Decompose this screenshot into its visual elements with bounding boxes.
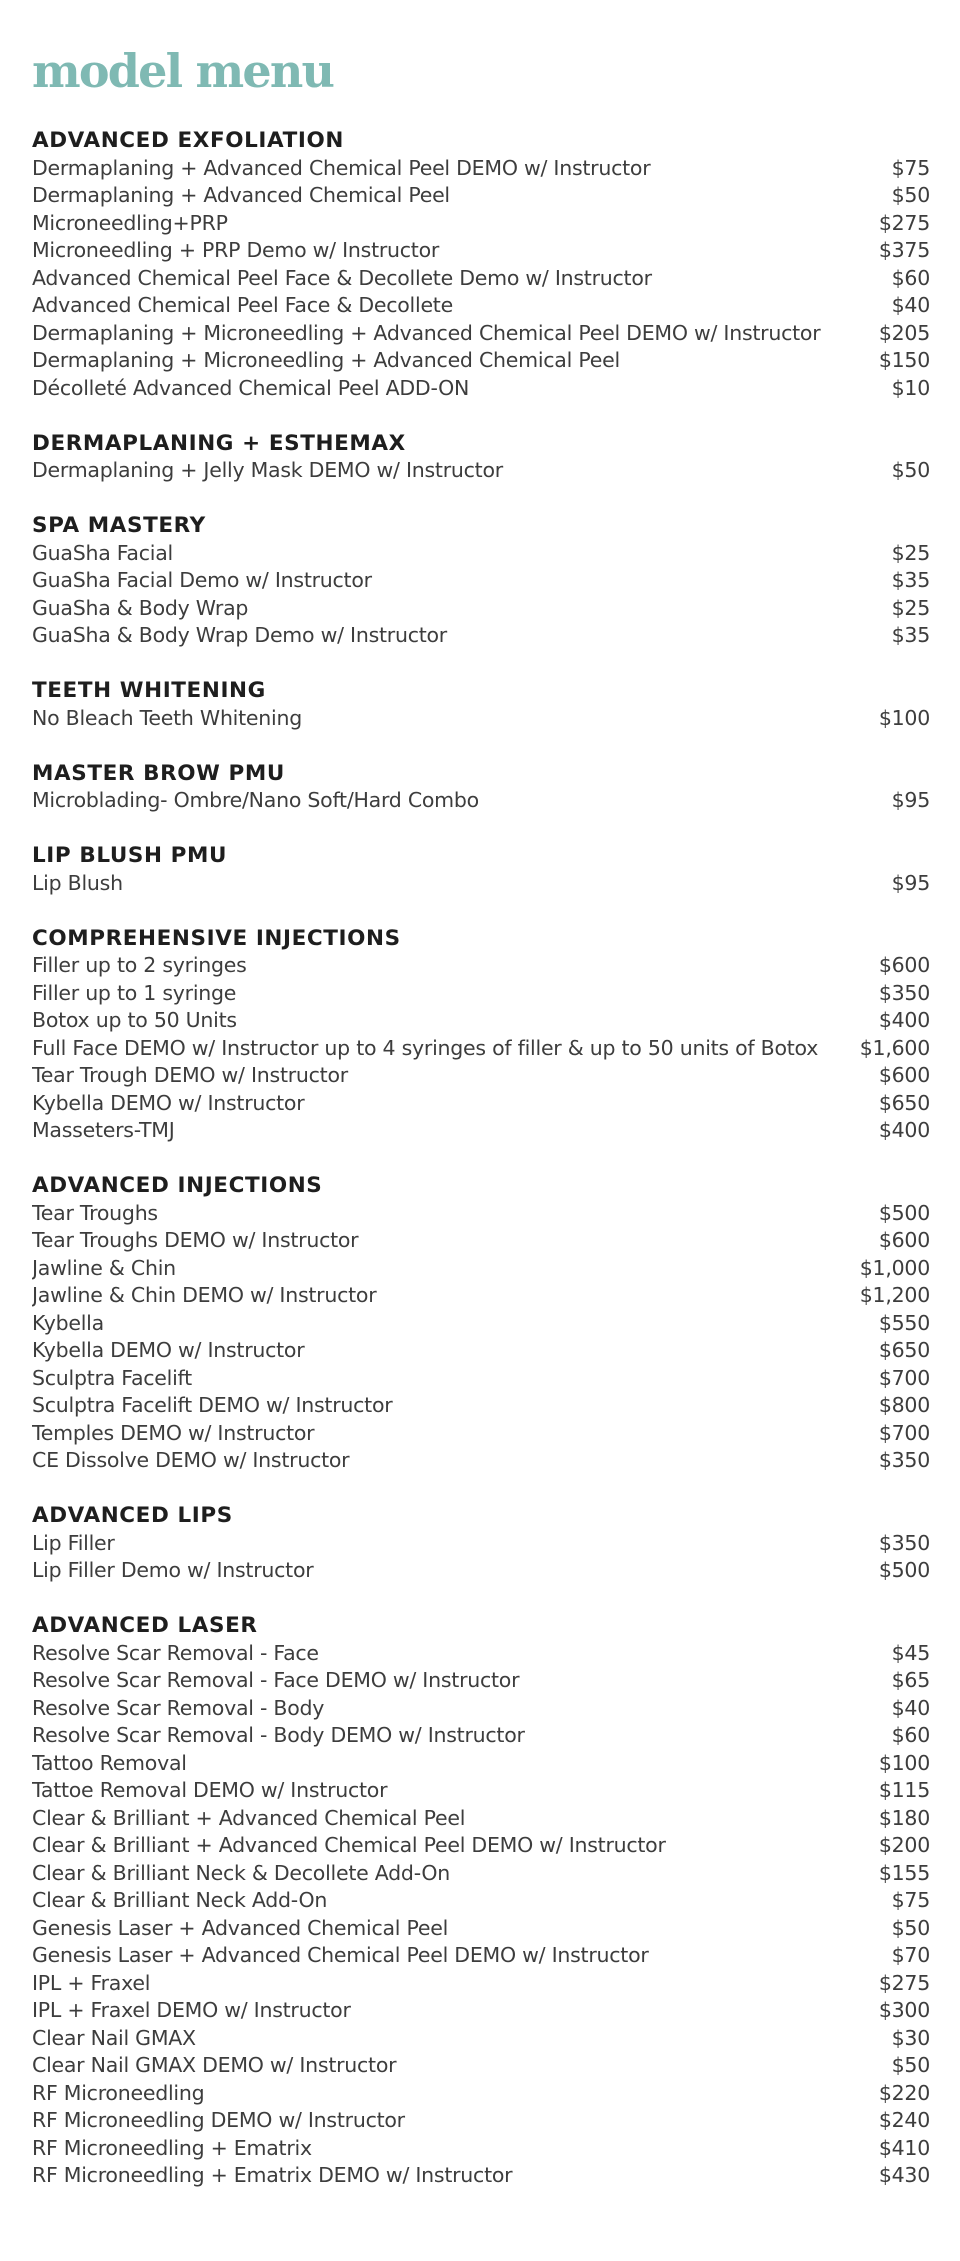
- menu-item: [32, 1337, 930, 1365]
- menu-item: [32, 1557, 930, 1585]
- item-name: Clear & Brilliant + Advanced Chemical Peel DEMO w/ Instructor: [32, 1833, 666, 1857]
- item-name: IPL + Fraxel: [32, 1970, 151, 1995]
- menu-item: [32, 1420, 930, 1448]
- item-name: Resolve Scar Removal - Body DEMO w/ Instructor: [32, 1723, 525, 1747]
- item-price: $45: [891, 1640, 930, 1665]
- menu-item: [32, 320, 930, 348]
- menu-item: [32, 595, 930, 623]
- menu-item: [32, 1997, 930, 2025]
- item-price: $600: [878, 1063, 930, 1087]
- item-price: $220: [878, 2080, 930, 2105]
- item-name: Clear & Brilliant + Advanced Chemical Peel: [32, 1805, 466, 1830]
- item-name: Resolve Scar Removal - Body: [32, 1695, 325, 1720]
- item-price: $70: [891, 1943, 930, 1967]
- menu-item: [32, 1365, 930, 1393]
- menu-section: [32, 1612, 930, 2190]
- menu-item: [32, 2162, 930, 2190]
- item-name: Clear Nail GMAX DEMO w/ Instructor: [32, 2053, 397, 2077]
- item-name: Dermaplaning + Jelly Mask DEMO w/ Instructor: [32, 458, 503, 482]
- item-price: $240: [878, 2108, 930, 2132]
- item-name: RF Microneedling: [32, 2080, 205, 2105]
- item-name: Jawline & Chin: [32, 1255, 176, 1280]
- item-name: Botox up to 50 Units: [32, 1008, 237, 1032]
- item-price: $275: [878, 210, 930, 235]
- menu-section: [32, 677, 930, 732]
- menu-item: [32, 622, 930, 650]
- item-name: Dermaplaning + Advanced Chemical Peel DEMO w/ Instructor: [32, 155, 651, 180]
- menu-item: [32, 1007, 930, 1035]
- item-price: $75: [891, 155, 930, 180]
- section-title: COMPREHENSIVE INJECTIONS: [32, 925, 401, 951]
- section-title: DERMAPLANING + ESTHEMAX: [32, 430, 406, 456]
- menu-item: [32, 1062, 930, 1090]
- item-price: $60: [891, 1723, 930, 1747]
- item-name: Resolve Scar Removal - Face DEMO w/ Instructor: [32, 1668, 520, 1692]
- item-price: $300: [878, 1998, 930, 2022]
- item-name: GuaSha Facial: [32, 540, 173, 565]
- item-name: GuaSha & Body Wrap: [32, 595, 249, 620]
- item-name: Dermaplaning + Microneedling + Advanced Chemical Peel DEMO w/ Instructor: [32, 320, 821, 345]
- section-title: ADVANCED EXFOLIATION: [32, 128, 344, 153]
- item-name: CE Dissolve DEMO w/ Instructor: [32, 1448, 350, 1472]
- item-price: $65: [891, 1668, 930, 1692]
- item-name: RF Microneedling + Ematrix: [32, 2135, 312, 2160]
- item-price: $700: [878, 1365, 930, 1390]
- item-name: Kybella: [32, 1310, 104, 1335]
- item-price: $275: [878, 1970, 930, 1995]
- item-name: Sculptra Facelift DEMO w/ Instructor: [32, 1393, 393, 1417]
- item-name: Clear Nail GMAX: [32, 2025, 196, 2050]
- item-price: $550: [878, 1310, 930, 1335]
- item-price: $500: [878, 1200, 930, 1225]
- item-price: $30: [891, 2025, 930, 2050]
- item-price: $350: [878, 1448, 930, 1472]
- item-price: $180: [878, 1805, 930, 1830]
- menu-item: [32, 155, 930, 183]
- section-title: ADVANCED INJECTIONS: [32, 1173, 323, 1198]
- menu-section: [32, 1502, 930, 1585]
- item-price: $1,600: [859, 1035, 930, 1060]
- menu-item: [32, 237, 930, 265]
- item-name: Genesis Laser + Advanced Chemical Peel: [32, 1915, 449, 1940]
- menu-item: [32, 1392, 930, 1420]
- item-price: $150: [878, 348, 930, 372]
- item-name: Lip Filler: [32, 1530, 115, 1555]
- menu-section: [32, 925, 930, 1145]
- item-name: Clear & Brilliant Neck & Decollete Add-On: [32, 1860, 451, 1885]
- item-name: Dermaplaning + Microneedling + Advanced Chemical Peel: [32, 348, 620, 372]
- menu-item: [32, 1090, 930, 1118]
- item-price: $100: [878, 1750, 930, 1775]
- item-name: No Bleach Teeth Whitening: [32, 705, 302, 730]
- item-name: Advanced Chemical Peel Face & Decollete: [32, 293, 453, 317]
- menu-item: [32, 1035, 930, 1063]
- item-name: Dermaplaning + Advanced Chemical Peel: [32, 183, 450, 207]
- item-price: $10: [891, 375, 930, 400]
- item-price: $95: [891, 788, 930, 812]
- menu-item: [32, 1227, 930, 1255]
- menu-item: [32, 540, 930, 568]
- item-name: Lip Filler Demo w/ Instructor: [32, 1558, 314, 1582]
- item-price: $430: [878, 2163, 930, 2187]
- item-name: Advanced Chemical Peel Face & Decollete Demo w/ Instructor: [32, 265, 652, 290]
- item-price: $400: [878, 1008, 930, 1032]
- item-name: Masseters-TMJ: [32, 1118, 175, 1142]
- menu-item: [32, 1282, 930, 1310]
- item-price: $650: [878, 1338, 930, 1362]
- item-name: Clear & Brilliant Neck Add-On: [32, 1888, 328, 1912]
- item-name: Tattoe Removal DEMO w/ Instructor: [32, 1778, 388, 1802]
- item-name: GuaSha Facial Demo w/ Instructor: [32, 568, 372, 592]
- item-price: $155: [878, 1860, 930, 1885]
- section-title: MASTER BROW PMU: [32, 760, 285, 786]
- item-price: $350: [878, 980, 930, 1005]
- menu-item: [32, 375, 930, 403]
- item-name: RF Microneedling DEMO w/ Instructor: [32, 2108, 405, 2132]
- menu-item: [32, 265, 930, 293]
- item-name: Filler up to 1 syringe: [32, 980, 237, 1005]
- item-price: $95: [891, 870, 930, 895]
- item-price: $50: [891, 1915, 930, 1940]
- menu-item: [32, 1117, 930, 1145]
- item-name: IPL + Fraxel DEMO w/ Instructor: [32, 1998, 351, 2022]
- item-price: $200: [878, 1833, 930, 1857]
- menu-item: [32, 1722, 930, 1750]
- menu-section: [32, 1172, 930, 1475]
- item-price: $35: [891, 623, 930, 647]
- item-price: $115: [878, 1778, 930, 1802]
- item-price: $350: [878, 1530, 930, 1555]
- item-price: $40: [891, 293, 930, 317]
- menu-item: [32, 952, 930, 980]
- item-name: Temples DEMO w/ Instructor: [32, 1420, 315, 1445]
- item-price: $60: [891, 265, 930, 290]
- item-price: $500: [878, 1558, 930, 1582]
- item-price: $205: [878, 320, 930, 345]
- item-name: RF Microneedling + Ematrix DEMO w/ Instructor: [32, 2163, 513, 2187]
- menu-section: [32, 512, 930, 650]
- item-name: Jawline & Chin DEMO w/ Instructor: [32, 1283, 377, 1307]
- item-name: Full Face DEMO w/ Instructor up to 4 syringes of filler & up to 50 units of Botox: [32, 1035, 819, 1060]
- item-price: $700: [878, 1420, 930, 1445]
- menu-item: [32, 1750, 930, 1778]
- item-price: $600: [878, 1228, 930, 1252]
- item-name: Lip Blush: [32, 870, 123, 895]
- menu-item: [32, 1530, 930, 1558]
- menu-item: [32, 1915, 930, 1943]
- item-name: Filler up to 2 syringes: [32, 953, 247, 977]
- menu-section: [32, 127, 930, 402]
- item-price: $1,000: [859, 1255, 930, 1280]
- menu-item: [32, 1805, 930, 1833]
- menu-section: [32, 842, 930, 897]
- menu-item: [32, 210, 930, 238]
- menu-item: [32, 1832, 930, 1860]
- item-name: Kybella DEMO w/ Instructor: [32, 1090, 305, 1115]
- item-price: $400: [878, 1118, 930, 1142]
- menu-item: [32, 292, 930, 320]
- menu-item: [32, 1970, 930, 1998]
- item-name: Sculptra Facelift: [32, 1365, 192, 1390]
- item-price: $50: [891, 458, 930, 482]
- menu-section: [32, 430, 930, 485]
- item-name: Décolleté Advanced Chemical Peel ADD-ON: [32, 375, 470, 400]
- item-price: $75: [891, 1888, 930, 1912]
- menu-item: [32, 347, 930, 375]
- item-name: Tear Troughs DEMO w/ Instructor: [32, 1228, 359, 1252]
- section-title: LIP BLUSH PMU: [32, 843, 228, 868]
- item-name: Genesis Laser + Advanced Chemical Peel DEMO w/ Instructor: [32, 1943, 649, 1967]
- menu-item: [32, 787, 930, 815]
- menu-item: [32, 2025, 930, 2053]
- menu-item: [32, 567, 930, 595]
- menu-item: [32, 2052, 930, 2080]
- item-price: $410: [878, 2135, 930, 2160]
- item-name: Kybella DEMO w/ Instructor: [32, 1338, 305, 1362]
- menu-item: [32, 2135, 930, 2163]
- menu-item: [32, 1447, 930, 1475]
- menu-item: [32, 980, 930, 1008]
- item-price: $1,200: [859, 1283, 930, 1307]
- menu-item: [32, 1667, 930, 1695]
- item-price: $25: [891, 540, 930, 565]
- item-price: $50: [891, 2053, 930, 2077]
- item-price: $50: [891, 183, 930, 207]
- item-name: Microneedling+PRP: [32, 210, 228, 235]
- menu-item: [32, 1695, 930, 1723]
- section-title: ADVANCED LASER: [32, 1613, 258, 1638]
- item-name: Tear Trough DEMO w/ Instructor: [32, 1063, 348, 1087]
- item-name: Tear Troughs: [32, 1200, 158, 1225]
- item-price: $35: [891, 568, 930, 592]
- item-price: $600: [878, 953, 930, 977]
- page-title: model menu: [32, 44, 334, 98]
- menu-item: [32, 457, 930, 485]
- menu-item: [32, 705, 930, 733]
- menu-item: [32, 1640, 930, 1668]
- menu-item: [32, 1200, 930, 1228]
- item-price: $800: [878, 1393, 930, 1417]
- item-price: $100: [878, 705, 930, 730]
- menu-item: [32, 1777, 930, 1805]
- item-name: Tattoo Removal: [32, 1750, 187, 1775]
- menu-sections: [32, 127, 930, 2190]
- menu-item: [32, 870, 930, 898]
- item-name: Resolve Scar Removal - Face: [32, 1640, 319, 1665]
- item-price: $650: [878, 1090, 930, 1115]
- item-price: $375: [878, 238, 930, 262]
- menu-item: [32, 1255, 930, 1283]
- section-title: SPA MASTERY: [32, 513, 206, 538]
- section-title: ADVANCED LIPS: [32, 1503, 233, 1528]
- menu-item: [32, 2080, 930, 2108]
- menu-item: [32, 1942, 930, 1970]
- item-name: GuaSha & Body Wrap Demo w/ Instructor: [32, 623, 447, 647]
- item-name: Microneedling + PRP Demo w/ Instructor: [32, 238, 440, 262]
- menu-item: [32, 1310, 930, 1338]
- section-title: TEETH WHITENING: [32, 678, 266, 703]
- menu-item: [32, 1887, 930, 1915]
- item-name: Microblading- Ombre/Nano Soft/Hard Combo: [32, 788, 479, 812]
- item-price: $25: [891, 595, 930, 620]
- menu-item: [32, 1860, 930, 1888]
- menu-section: [32, 760, 930, 815]
- menu-item: [32, 182, 930, 210]
- menu-item: [32, 2107, 930, 2135]
- item-price: $40: [891, 1695, 930, 1720]
